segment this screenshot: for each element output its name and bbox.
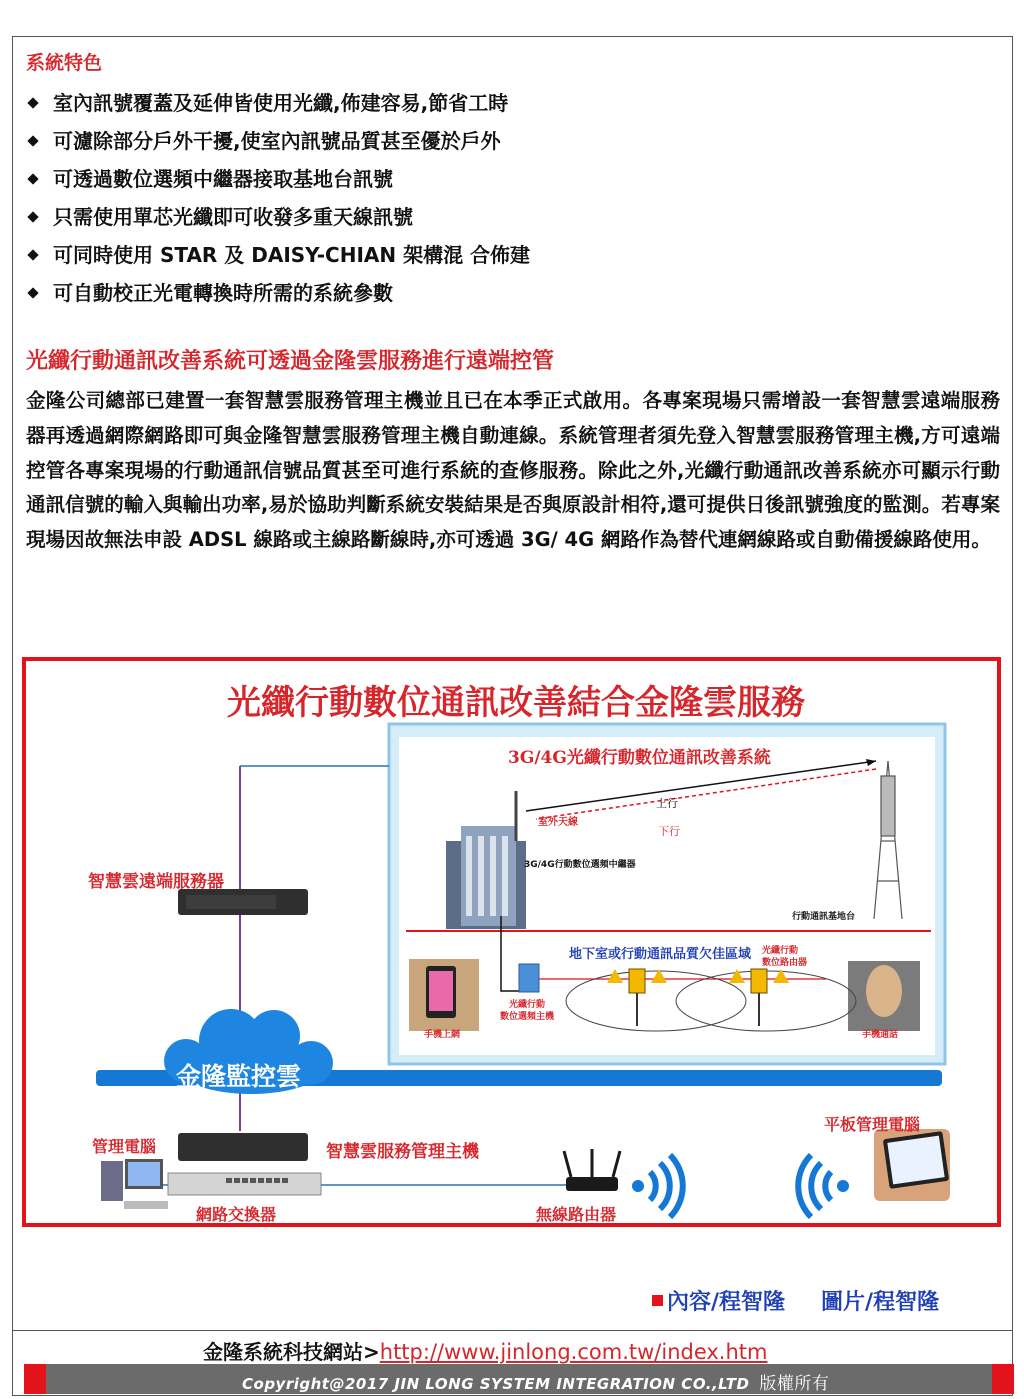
- remote-server-label: 智慧雲遠端服務器: [88, 872, 224, 892]
- red-square-icon: [652, 1295, 663, 1306]
- copyright-text: Copyright@2017 JIN LONG SYSTEM INTEGRATION CO.,LTD: [242, 1375, 750, 1393]
- diagram-title: 光纖行動數位通訊改善結合金隆雲服務: [227, 683, 805, 723]
- base-station-label: 行動通訊基地台: [792, 912, 856, 922]
- cloud-host-label: 智慧雲服務管理主機: [326, 1142, 479, 1162]
- management-pc-icon: [101, 1159, 168, 1209]
- footer-divider: [12, 1330, 1013, 1331]
- list-item: 可自動校正光電轉換時所需的系統參數: [24, 274, 530, 312]
- tablet-icon: [874, 1129, 950, 1201]
- fiber-router-label: 光纖行動 數位路由器: [762, 946, 808, 968]
- content-credit: 內容/程智隆: [667, 1290, 786, 1315]
- downlink-label: 下行: [658, 825, 680, 838]
- inset-title: 3G/4G光纖行動數位通訊改善系統: [508, 748, 771, 768]
- features-list: [24, 84, 530, 312]
- site-label: 金隆系統科技網站>: [203, 1340, 380, 1364]
- cloud-host-server-icon: [178, 1133, 308, 1161]
- wifi-router-label: 無線路由器: [536, 1205, 617, 1224]
- bullet-diamond-icon: [27, 287, 38, 298]
- fiber-host-icon: [519, 964, 539, 992]
- site-link[interactable]: http://www.jinlong.com.tw/index.htm: [379, 1340, 768, 1364]
- weak-area-label: 地下室或行動通訊品質欠佳區域: [569, 947, 752, 962]
- bullet-diamond-icon: [27, 173, 38, 184]
- list-item: 可濾除部分戶外干擾,使室內訊號品質甚至優於戶外: [24, 122, 530, 160]
- wifi-signal-icon: [632, 1155, 683, 1217]
- copyright-bar: [24, 1364, 1014, 1394]
- fiber-host-label: 光纖行動 數位選頻主機: [500, 1000, 555, 1022]
- list-item: 只需使用單芯光纖即可收發多重天線訊號: [24, 198, 530, 236]
- credits: [652, 1285, 939, 1316]
- outdoor-antenna-label: 室外天線: [538, 817, 578, 828]
- mgmt-pc-label: 管理電腦: [92, 1137, 157, 1156]
- wifi-router-icon: [564, 1149, 620, 1191]
- features-title: 系統特色: [26, 52, 103, 74]
- switch-label: 網路交換器: [196, 1205, 277, 1224]
- bullet-diamond-icon: [27, 249, 38, 260]
- image-credit: 圖片/程智隆: [821, 1290, 940, 1315]
- section2-title: 光纖行動通訊改善系統可透過金隆雲服務進行遠端控管: [26, 349, 555, 374]
- uplink-label: 上行: [656, 797, 678, 810]
- wifi-signal-icon: [798, 1155, 849, 1217]
- cloud-label: 金隆監控雲: [176, 1062, 302, 1091]
- tablet-label: 平板管理電腦: [824, 1115, 921, 1134]
- bullet-diamond-icon: [27, 135, 38, 146]
- system-diagram: [22, 657, 1001, 1227]
- switch-icon: [168, 1173, 321, 1195]
- repeater-label: 3G/4G行動數位選頻中繼器: [524, 860, 636, 870]
- bullet-diamond-icon: [27, 97, 38, 108]
- bullet-diamond-icon: [27, 211, 38, 222]
- list-item: 可透過數位選頻中繼器接取基地台訊號: [24, 160, 530, 198]
- list-item: 可同時使用 STAR 及 DAISY-CHIAN 架構混 合佈建: [24, 236, 530, 274]
- section2-paragraph: 金隆公司總部已建置一套智慧雲服務管理主機並且已在本季正式啟用。各專案現場只需增設一套智慧雲遠端服務器再透過網際網路即可與金隆智慧雲服務管理主機自動連線。系統管理者須先登入智慧雲服務管理主機,方可遠端控管各專案現場的行動通訊信號品質甚至可進行系統的查修服務。除此之外,光纖行動通訊改善系統亦可顯示行動通訊信號的輸入與輸出功率,易於協助判斷系統安裝結果是否與原設計相符,還可提供日後訊號強度的監測。若專案現場因故無法申設 ADSL 線路或主線路斷線時,亦可透過 3G/ 4G 網路作為替代連網線路或自動備援線路使用。: [26, 389, 1000, 552]
- rights-text: 版權所有: [759, 1374, 830, 1394]
- phone-call-label: 手機通話: [862, 1030, 899, 1040]
- phone-web-label: 手機上網: [424, 1030, 461, 1040]
- site-line: [203, 1336, 768, 1365]
- list-item: 室內訊號覆蓋及延伸皆使用光纖,佈建容易,節省工時: [24, 84, 530, 122]
